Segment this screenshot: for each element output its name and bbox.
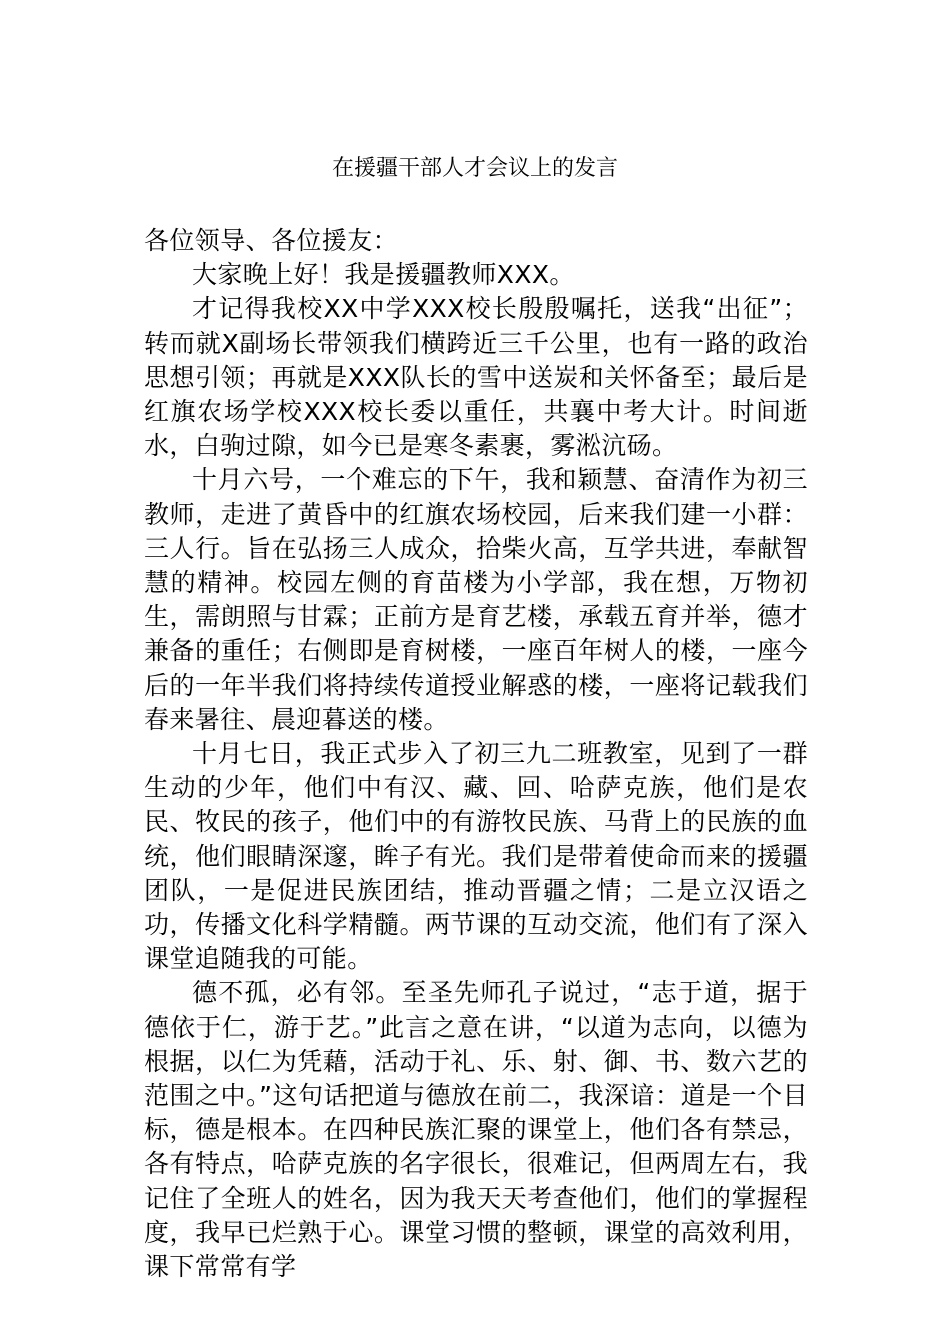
paragraph-send-off: 才记得我校XX中学XXX校长殷殷嘱托，送我“出征”；转而就X副场长带领我们横跨近三千公里，也有一路的政治思想引领；再就是XXX队长的雪中送炭和关怀备至；最后是红旗农场学校XXX校长委以重任，共襄中考大计。时间逝水，白驹过隙，如今已是寒冬素裹，雾淞沆砀。 bbox=[144, 294, 808, 461]
paragraph-virtue: 德不孤，必有邻。至圣先师孔子说过，“志于道，据于德依于仁，游于艺。”此言之意在讲，“以道为志向，以德为根据，以仁为凭藉，活动于礼、乐、射、御、书、数六艺的范围之中。”这句话把道与德放在前二，我深谙：道是一个目标，德是根本。在四种民族汇聚的课堂上，他们各有禁忌，各有特点，哈萨克族的名字很长，很难记，但两周左右，我记住了全班人的姓名，因为我天天考查他们，他们的掌握程度，我早已烂熟于心。课堂习惯的整顿，课堂的高效利用，课下常常有学 bbox=[144, 978, 808, 1282]
document-body bbox=[144, 224, 808, 1284]
document-title: 在援疆干部人才会议上的发言 bbox=[331, 156, 618, 181]
paragraph-october-seventh: 十月七日，我正式步入了初三九二班教室，见到了一群生动的少年，他们中有汉、藏、回、哈萨克族，他们是农民、牧民的孩子，他们中的有游牧民族、马背上的民族的血统，他们眼睛深邃，眸子有光。我们是带着使命而来的援疆团队，一是促进民族团结，推动晋疆之情；二是立汉语之功，传播文化科学精髓。两节课的互动交流，他们有了深入课堂追随我的可能。 bbox=[144, 739, 808, 974]
paragraph-greeting: 大家晚上好！我是援疆教师XXX。 bbox=[192, 260, 575, 290]
paragraph-october-sixth: 十月六号，一个难忘的下午，我和颖慧、奋清作为初三教师，走进了黄昏中的红旗农场校园，后来我们建一小群：三人行。旨在弘扬三人成众，拾柴火高，互学共进，奉献智慧的精神。校园左侧的育苗楼为小学部，我在想，万物初生，需朗照与甘霖；正前方是育艺楼，承载五育并举，德才兼备的重任；右侧即是育树楼，一座百年树人的楼，一座今后的一年半我们将持续传道授业解惑的楼，一座将记载我们春来暑往、晨迎暮送的楼。 bbox=[144, 465, 808, 734]
salutation: 各位领导、各位援友： bbox=[144, 226, 399, 255]
